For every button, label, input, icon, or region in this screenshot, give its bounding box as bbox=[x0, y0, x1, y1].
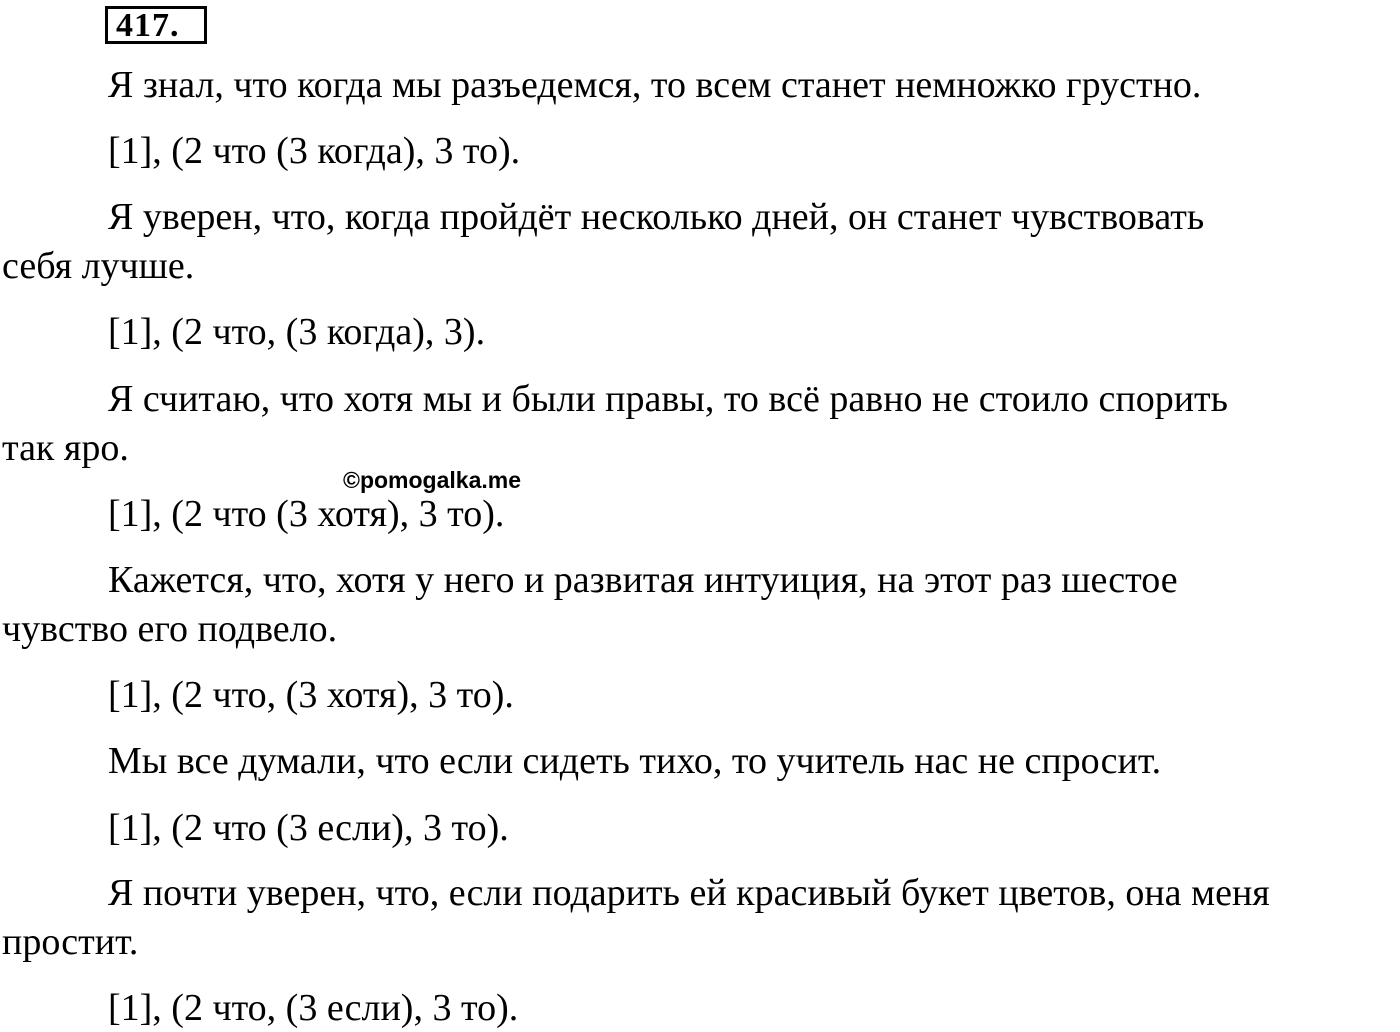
sentence-5-line-1: Мы все думали, что если сидеть тихо, то учитель нас не спросит. bbox=[108, 740, 1162, 782]
sentence-4-line-2: чувство его подвело. bbox=[2, 608, 338, 650]
exercise-number: 417. bbox=[105, 6, 207, 44]
scheme-4: [1], (2 что, (3 хотя), 3 то). bbox=[108, 674, 514, 716]
scheme-2: [1], (2 что, (3 когда), 3). bbox=[108, 311, 486, 353]
scheme-5: [1], (2 что (3 если), 3 то). bbox=[108, 807, 509, 849]
sentence-6-line-2: простит. bbox=[2, 921, 139, 963]
sentence-3-line-2: так яро. bbox=[2, 427, 129, 469]
sentence-2-line-1: Я уверен, что, когда пройдёт несколько дней, он станет чувствовать bbox=[108, 196, 1205, 238]
sentence-6-line-1: Я почти уверен, что, если подарить ей красивый букет цветов, она меня bbox=[108, 872, 1270, 914]
sentence-3-line-1: Я считаю, что хотя мы и были правы, то всё равно не стоило спорить bbox=[108, 378, 1228, 420]
sentence-4-line-1: Кажется, что, хотя у него и развитая интуиция, на этот раз шестое bbox=[108, 559, 1178, 601]
watermark: ©pomogalka.me bbox=[343, 467, 521, 493]
scheme-6: [1], (2 что, (3 если), 3 то). bbox=[108, 987, 519, 1029]
sentence-2-line-2: себя лучше. bbox=[2, 245, 195, 287]
scheme-3: [1], (2 что (3 хотя), 3 то). bbox=[108, 493, 505, 535]
scheme-1: [1], (2 что (3 когда), 3 то). bbox=[108, 130, 521, 172]
sentence-1-line-1: Я знал, что когда мы разъедемся, то всем станет немножко грустно. bbox=[108, 64, 1202, 106]
